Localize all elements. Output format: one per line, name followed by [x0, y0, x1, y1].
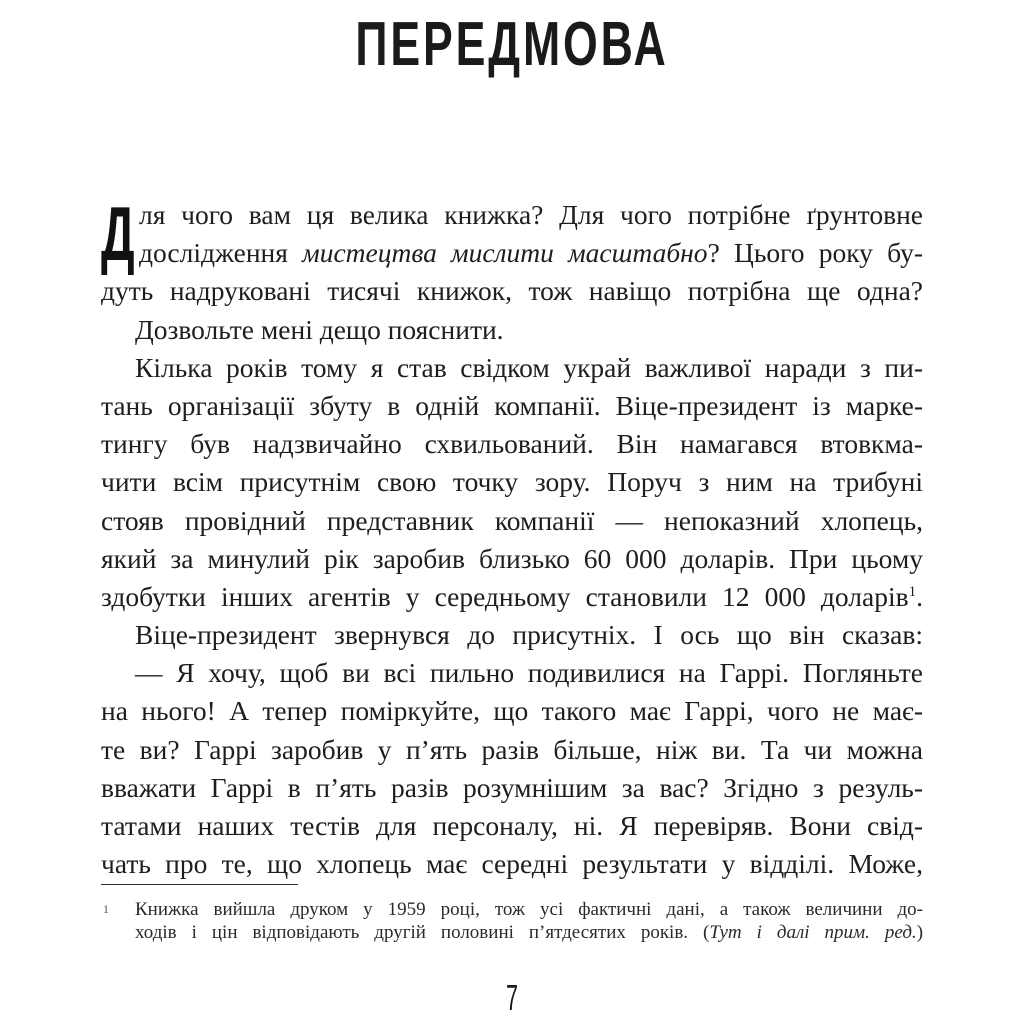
- text-line: тингу був надзвичайно схвильований. Він намагався втовкма-: [101, 428, 923, 460]
- text-line: на нього! А тепер поміркуйте, що такого має Гаррі, чого не має-: [101, 695, 923, 727]
- text-line: дослідження мистецтва мислити масштабно? Цього року бу-: [139, 237, 923, 269]
- text-line: Кілька років тому я став свідком украй важливої наради з пи-: [135, 351, 923, 383]
- text-line: дуть надруковані тисячі книжок, тож навіщо потрібна ще одна?: [101, 275, 923, 307]
- text-line: Віце-президент звернувся до присутніх. І ось що він сказав:: [135, 619, 923, 651]
- text-line: чити всім присутнім свою точку зору. Поруч з ним на трибуні: [101, 466, 923, 498]
- text-line: стояв провідний представник компанії — непоказний хлопець,: [101, 504, 923, 536]
- italic-emphasis: мистецтва мислити масштабно: [302, 237, 708, 269]
- footnote-italic: Тут і далі прим. ред.: [709, 922, 917, 943]
- footnote-divider: [101, 884, 298, 885]
- text-line: ля чого вам ця велика книжка? Для чого потрібне ґрунтовне: [139, 199, 923, 230]
- text-line: татами наших тестів для персоналу, ні. Я перевіряв. Вони свід-: [101, 810, 923, 841]
- text-line: — Я хочу, щоб ви всі пильно подивилися на Гаррі. Погляньте: [135, 657, 923, 689]
- text-line: тань організації збуту в одній компанії. Віце-президент із марке-: [101, 389, 923, 421]
- text-line: чать про те, що хлопець має середні результати у відділі. Може,: [101, 848, 923, 880]
- page-title: ПЕРЕДМОВА: [355, 10, 669, 79]
- body-text: [101, 192, 923, 883]
- text-line: який за минулий рік заробив близько 60 000 доларів. При цьому: [101, 542, 923, 574]
- text-line: вважати Гаррі в п’ять разів розумнішим за вас? Згідно з резуль-: [101, 771, 923, 803]
- footnote-text: [135, 898, 923, 944]
- text-line: Дозвольте мені дещо пояснити.: [135, 313, 504, 345]
- page-number: 7: [505, 977, 519, 1018]
- text-line: здобутки інших агентів у середньому становили 12 000 доларів$^1$.: [101, 580, 923, 612]
- footnote-reference[interactable]: 1: [908, 583, 917, 600]
- drop-cap: Д: [101, 192, 135, 277]
- text-line: те ви? Гаррі заробив у п’ять разів більше, ніж ви. Та чи можна: [101, 733, 923, 765]
- footnote-number: 1: [103, 902, 109, 916]
- footnote-line: ходів і цін відповідають другій половині п’ятдесятих років. (Тут і далі прим. ред.): [135, 922, 924, 943]
- footnote-line: Книжка вийшла друком у 1959 році, тож усі фактичні дані, а також величини до-: [135, 899, 923, 920]
